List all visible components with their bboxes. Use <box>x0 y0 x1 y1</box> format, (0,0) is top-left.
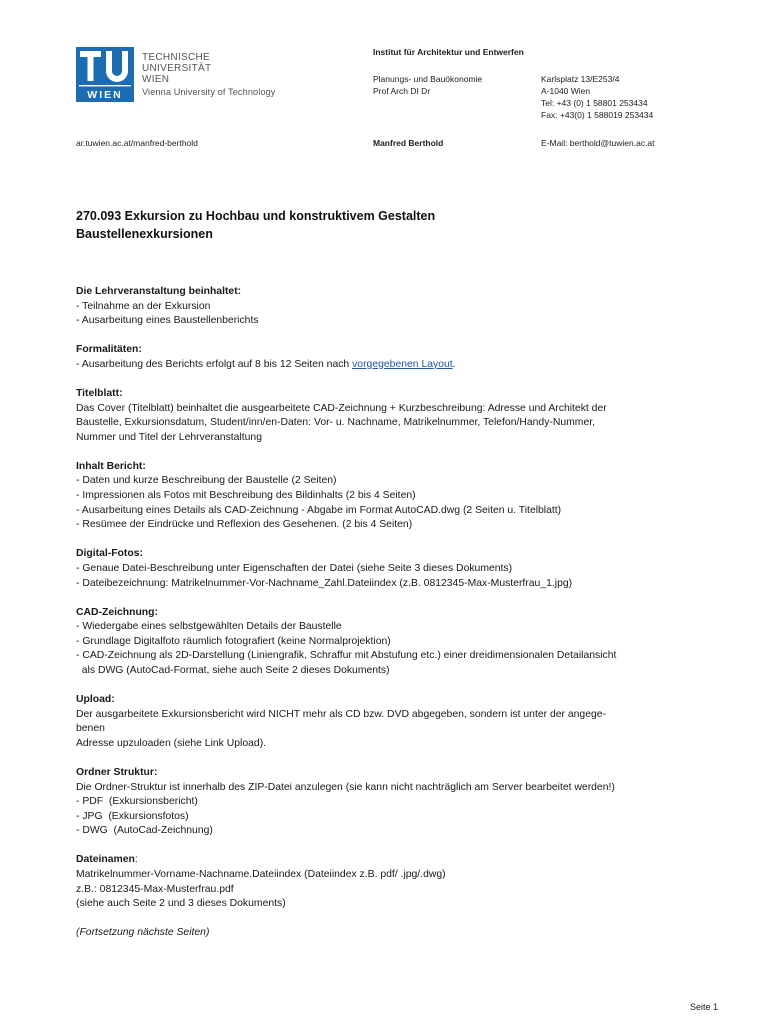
address-line: Karlsplatz 13/E253/4 <box>541 74 620 84</box>
section-line: Adresse upzuloaden (siehe Link Upload). <box>76 737 267 749</box>
section-heading <box>76 853 716 868</box>
section-line: Baustelle, Exkursionsdatum, Student/inn/en-Daten: Vor- u. Nachname, Matrikelnummer, Telefon/Handy-Nummer, <box>76 417 596 429</box>
section-heading: Titelblatt: <box>76 387 123 399</box>
section-heading: Digital-Fotos: <box>76 548 143 560</box>
logo-name-line: UNIVERSITÄT <box>142 63 212 75</box>
section-line: Matrikelnummer-Vorname-Nachname.Dateiindex (Dateiindex z.B. pdf/ .jpg/.dwg) <box>76 869 446 880</box>
logo-wien-text: WIEN <box>87 89 123 101</box>
title-line: 270.093 Exkursion zu Hochbau und konstruktivem Gestalten <box>76 209 436 223</box>
logo-name-line: TECHNISCHE <box>142 52 211 63</box>
address-block <box>541 73 653 121</box>
section-line: - Impressionen als Fotos mit Beschreibung des Bildinhalts (2 bis 4 Seiten) <box>76 490 416 502</box>
section-heading: Ordner Struktur: <box>76 766 158 778</box>
tu-logo-icon <box>76 47 134 102</box>
page-number: Seite 1 <box>690 1002 719 1012</box>
section-line: z.B.: 0812345-Max-Musterfrau.pdf <box>76 883 234 895</box>
section-dateinamen <box>76 853 716 911</box>
email-text: E-Mail: berthold@tuwien.ac.at <box>541 138 655 148</box>
section-line: Nummer und Titel der Lehrveranstaltung <box>76 431 262 443</box>
section-line: Das Cover (Titelblatt) beinhaltet die ausgearbeitete CAD-Zeichnung + Kurzbeschreibung: Adresse und Architekt der <box>76 402 607 414</box>
formal-text: - Ausarbeitung des Berichts erfolgt auf 8 bis 12 Seiten nach <box>76 358 353 370</box>
section-heading-text: Dateinamen <box>76 854 135 866</box>
section-digital-fotos <box>76 547 716 591</box>
section-heading: CAD-Zeichnung: <box>76 606 158 618</box>
section-line: Der ausgarbeitete Exkursionsbericht wird NICHT mehr als CD bzw. DVD abgegeben, sondern ist unter der angege- <box>76 708 606 720</box>
section-heading-colon: : <box>134 854 138 866</box>
address-line: Tel: +43 (0) 1 58801 253434 <box>541 98 648 108</box>
section-lehrveranstaltung <box>76 285 716 329</box>
document-title <box>76 208 435 243</box>
section-heading: Inhalt Bericht: <box>76 460 146 472</box>
website-text: ar.tuwien.ac.at/manfred-berthold <box>76 138 198 148</box>
section-line: - PDF (Exkursionsbericht) <box>76 796 198 808</box>
address-line: A-1040 Wien <box>541 86 591 96</box>
tu-wien-logo <box>76 47 134 102</box>
section-line <box>76 358 716 373</box>
section-heading: Formalitäten: <box>76 344 142 356</box>
logo-name <box>142 52 276 98</box>
department-block <box>373 73 482 97</box>
section-line: - Dateibezeichnung: Matrikelnummer-Vor-Nachname_Zahl.Dateiindex (z.B. 0812345-Max-Musterfrau_1.jpg) <box>76 577 573 589</box>
section-heading: Die Lehrveranstaltung beinhaltet: <box>76 286 242 297</box>
section-line: - JPG (Exkursionsfotos) <box>76 810 189 822</box>
continuation-note: (Fortsetzung nächste Seiten) <box>76 927 210 939</box>
section-line: benen <box>76 723 105 735</box>
section-heading: Upload: <box>76 694 115 706</box>
section-line: - DWG (AutoCad-Zeichnung) <box>76 825 213 837</box>
section-cad-zeichnung <box>76 606 716 679</box>
section-line: - Daten und kurze Beschreibung der Baustelle (2 Seiten) <box>76 475 337 487</box>
section-line: als DWG (AutoCad-Format, siehe auch Seite 2 dieses Dokuments) <box>76 664 390 676</box>
logo-name-line: WIEN <box>142 74 170 86</box>
formal-end: . <box>452 358 456 370</box>
section-line: (siehe auch Seite 2 und 3 dieses Dokuments) <box>76 898 286 910</box>
department-line: Planungs- und Bauökonomie <box>373 74 483 84</box>
section-titelblatt <box>76 387 716 445</box>
section-line: - CAD-Zeichnung als 2D-Darstellung (Liniengrafik, Schraffur mit Abstufung etc.) einer dreidimensionalen Detailansicht <box>76 650 617 662</box>
section-line: - Genaue Datei-Beschreibung unter Eigenschaften der Datei (siehe Seite 3 dieses Dokuments) <box>76 562 513 574</box>
title-line: Baustellenexkursionen <box>76 226 213 241</box>
institute-name: Institut für Architektur und Entwerfen <box>373 47 524 57</box>
person-name: Manfred Berthold <box>373 138 444 148</box>
department-line: Prof Arch DI Dr <box>373 86 431 96</box>
section-upload <box>76 693 716 751</box>
section-line: - Resümee der Eindrücke und Reflexion des Gesehenen. (2 bis 4 Seiten) <box>76 519 413 531</box>
section-line: Die Ordner-Struktur ist innerhalb des ZIP-Datei anzulegen (sie kann nicht nachträglich am Server bearbeitet werden!) <box>76 781 615 793</box>
section-ordner-struktur <box>76 766 716 839</box>
address-line: Fax: +43(0) 1 588019 253434 <box>541 110 654 120</box>
section-line: - Ausarbeitung eines Baustellenberichts <box>76 315 259 327</box>
layout-link[interactable]: vorgegebenen Layout <box>352 358 453 370</box>
section-line: - Grundlage Digitalfoto räumlich fotografiert (keine Normalprojektion) <box>76 635 391 647</box>
section-line: - Wiedergabe eines selbstgewählten Details der Baustelle <box>76 621 342 633</box>
section-line: - Teilnahme an der Exkursion <box>76 300 211 312</box>
section-formalitaeten <box>76 343 716 372</box>
section-line: - Ausarbeitung eines Details als CAD-Zeichnung - Abgabe im Format AutoCAD.dwg (2 Seiten u. Titelblatt) <box>76 504 562 516</box>
section-inhalt-bericht <box>76 460 716 533</box>
logo-subtitle: Vienna University of Technology <box>142 86 276 97</box>
document-body <box>76 285 716 941</box>
